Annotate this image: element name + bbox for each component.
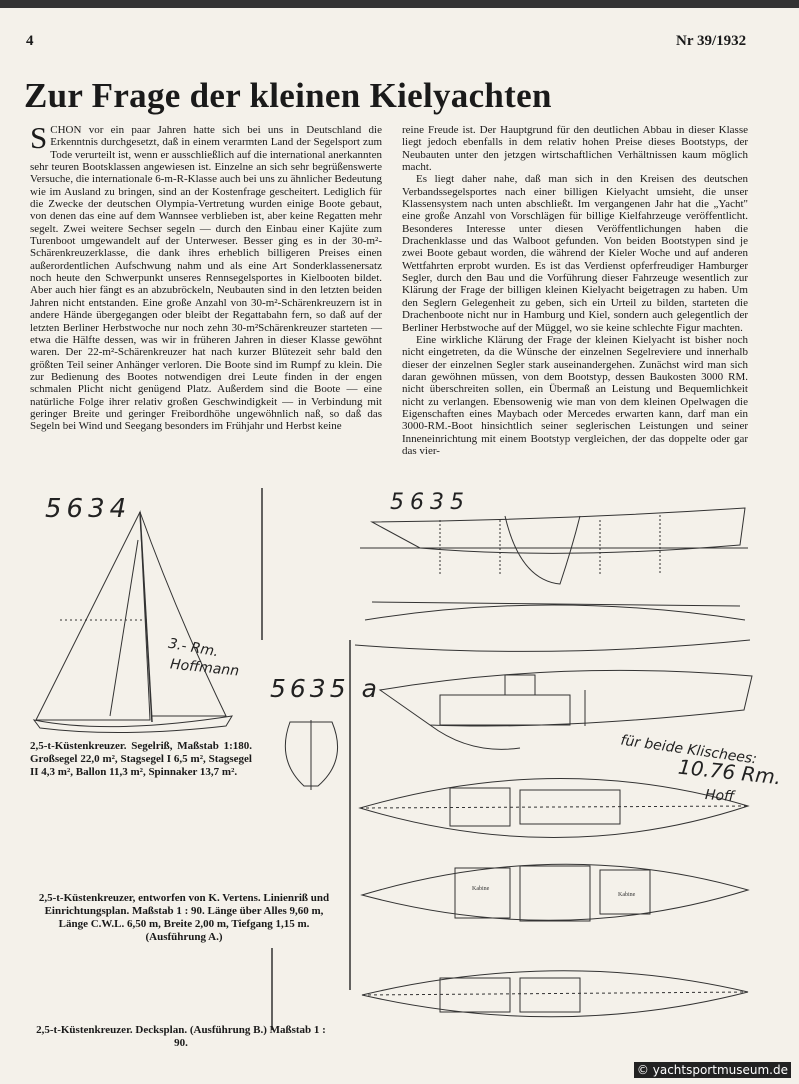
text-column-2 (402, 124, 748, 457)
interior-profile-drawing (380, 670, 752, 749)
handwritten-signature: Hoffmann (169, 656, 240, 680)
lines-plan-drawing (355, 508, 750, 651)
sail-plan-drawing (34, 512, 232, 733)
figure-caption: 2,5-t-Küstenkreuzer, entworfen von K. Vertens. Linienriß und Einrichtungsplan. Maßstab 1 : 90. Länge über Alles 9,60 m, Länge C.W.L. 6,50 m, Breite 2,00 m, Tiefgang 1,15 m. (Ausführung A.) (38, 892, 330, 943)
handwritten-signature: Hoff (704, 787, 735, 805)
accommodation-plan-drawing (362, 864, 748, 921)
handwritten-number: 5635 (390, 490, 470, 515)
figure-caption: 2,5-t-Küstenkreuzer. Decksplan. (Ausführung B.) Maßstab 1 : 90. (36, 1024, 326, 1049)
text-column-1 (30, 120, 382, 433)
drop-cap: S (30, 120, 48, 155)
watermark: © yachtsportmuseum.de (634, 1062, 791, 1078)
deck-plan-drawing (360, 778, 748, 837)
handwritten-number: 5634 (45, 494, 132, 524)
paragraph: Es liegt daher nahe, daß man sich in den Kreisen des deutschen Verbandssegelsportes nach einer billigen Kielyacht umsieht, die unser Klassensystem nach unten abschließt. Im vergangenen Jahr hat die „Yacht" eine große Anzahl von Vorschlägen für billige Kielfahrzeuge veröffentlicht. Besonderes Interesse unter diesen Veröffentlichungen haben die Drachenklasse und das Walboot gefunden. Von beiden Bootstypen sind je zwei Boote gebaut worden, die während der Kieler Woche und auf anderen Wettfahrten erprobt wurden. Es ist das Verdienst opferfreudiger Hamburger Segler, durch den Bau und die Vorführung dieser Fahrzeuge wesentlich zur Klärung der Frage der billigen kleinen Kielyacht beigetragen zu haben. Um den Seglern Gelegenheit zu geben, sich ein Urteil zu bilden, starteten die Drachenboote nicht nur in Hamburg und Kiel, sondern auch gelegentlich der Berliner Herbstwoche auf der Müggel, wo sie keine schlechte Figur machten. (402, 173, 748, 334)
handwritten-note: 10.76 Rm. (677, 754, 783, 790)
section-drawing (285, 720, 337, 790)
article-title: Zur Frage der kleinen Kielyachten (24, 76, 552, 115)
paragraph: Eine wirkliche Klärung der Frage der kleinen Kielyacht ist bisher noch nicht eingetreten, da die Wünsche der einzelnen Segelreviere und innerhalb dieser der einzelnen Segler stark auseinandergehen. Zunächst wird man sich daran gewöhnen müssen, von dem Bootstyp, dessen Baukosten 3000 RM. nicht überschreiten sollen, ein Übermaß an Leistung und Bequemlichkeit nicht zu verlangen. Ebensowenig wie man von dem kleinen Opelwagen die Eigenschaften eines Maybach oder Mercedes erwarten kann, darf man ein 3000-RM.-Boot hinsichtlich seiner seglerischen Leistungen und seiner Inneneinrichtung mit einem Bootstyp vergleichen, der das doppelte oder gar das vier- (402, 333, 748, 457)
handwritten-number: 5635 a (270, 674, 381, 703)
handwritten-note: 3.- Rm. (166, 635, 220, 661)
paragraph: SCHON vor ein paar Jahren hatte sich bei uns in Deutschland die Erkenntnis durchgesetzt, daß in einem verarmten Land der Segelsport zum Tode verurteilt ist, wenn er ausschließlich auf die international anerkannten sehr teuren Bootsklassen angewiesen ist. Einzelne an sich sehr begrüßenswerte Versuche, die internationale 6-m-R-Klasse auch bei uns zu ähnlicher Bedeutung wie im Ausland zu bringen, sind an der Kostenfrage gescheitert. Lediglich für die Zwecke der deutschen Olympia-Vertretung wurden einige Boote gebaut, von denen das eine auf dem Wannsee verblieben ist, aber keine Regatten mehr segelt. Zwei weitere Sechser segeln — durch den Einbau einer Kajüte zum Turenboot umgewandelt auf der Unterweser. Besser ging es in der 30-m²-Schärenkreuzerklasse, die dank ihres erheblich billigeren Preises einen außerordentlichen Aufschwung nahm und als eine Art Sonderklassenersatz noch heute den Schwerpunkt unseres Rennsegelsportes in Kielbooten bildet. Aber auch hier fängt es an abzubröckeln, Neubauten sind in den letzten beiden Jahren nicht entstanden. Eine große Anzahl von 30-m²-Schärenkreuzern ist in andere Hände übergegangen oder bleibt der Regattabahn fern, so daß auf der letzten Berliner Herbstwoche nur noch zehn 30-m²Schärenkreuzer starteten — etwa die Hälfte dessen, was wir in früheren Jahren in dieser Klasse gewöhnt waren. Der 22-m²-Schärenkreuzer hat nach kurzer Blütezeit sehr bald den größten Teil seiner Anhänger verloren. Die Boote sind im Rumpf zu klein. Die zur Bedienung des Bootes notwendigen drei Leute finden in der engen schmalen Plicht nicht genügend Platz. Außerdem sind die Boote — eine natürliche Folge ihrer relativ großen Geschwindigkeit — in Verbindung mit geringer Breite und geringer Freibordhöhe ungewöhnlich naß, so daß das Segeln bei Wind und Seegang besonders im Frühjahr und Herbst keine (30, 120, 382, 433)
paragraph: reine Freude ist. Der Hauptgrund für den deutlichen Abbau in dieser Klasse liegt jedoch ebenfalls in dem relativ hohen Preise dieses Bootstyps, der Neubauten unter den jetzgen wirtschaftlichen Verhältnissen kaum möglich macht. (402, 124, 748, 174)
cabin-label: Kabine (472, 886, 490, 892)
cabin-label: Kabine (618, 892, 636, 898)
figure-caption: 2,5-t-Küstenkreuzer. Segelriß, Maßstab 1:180. Großsegel 22,0 m², Stagsegel I 6,5 m², Stagsegel II 4,3 m², Ballon 11,3 m², Spinnaker 13,7 m². (30, 740, 252, 778)
page-number: 4 (26, 33, 34, 49)
handwritten-note: für beide Klischees: (619, 732, 758, 768)
issue-number: Nr 39/1932 (676, 33, 747, 49)
scan-edge (0, 0, 799, 8)
deck-plan-b-drawing (362, 971, 748, 1017)
